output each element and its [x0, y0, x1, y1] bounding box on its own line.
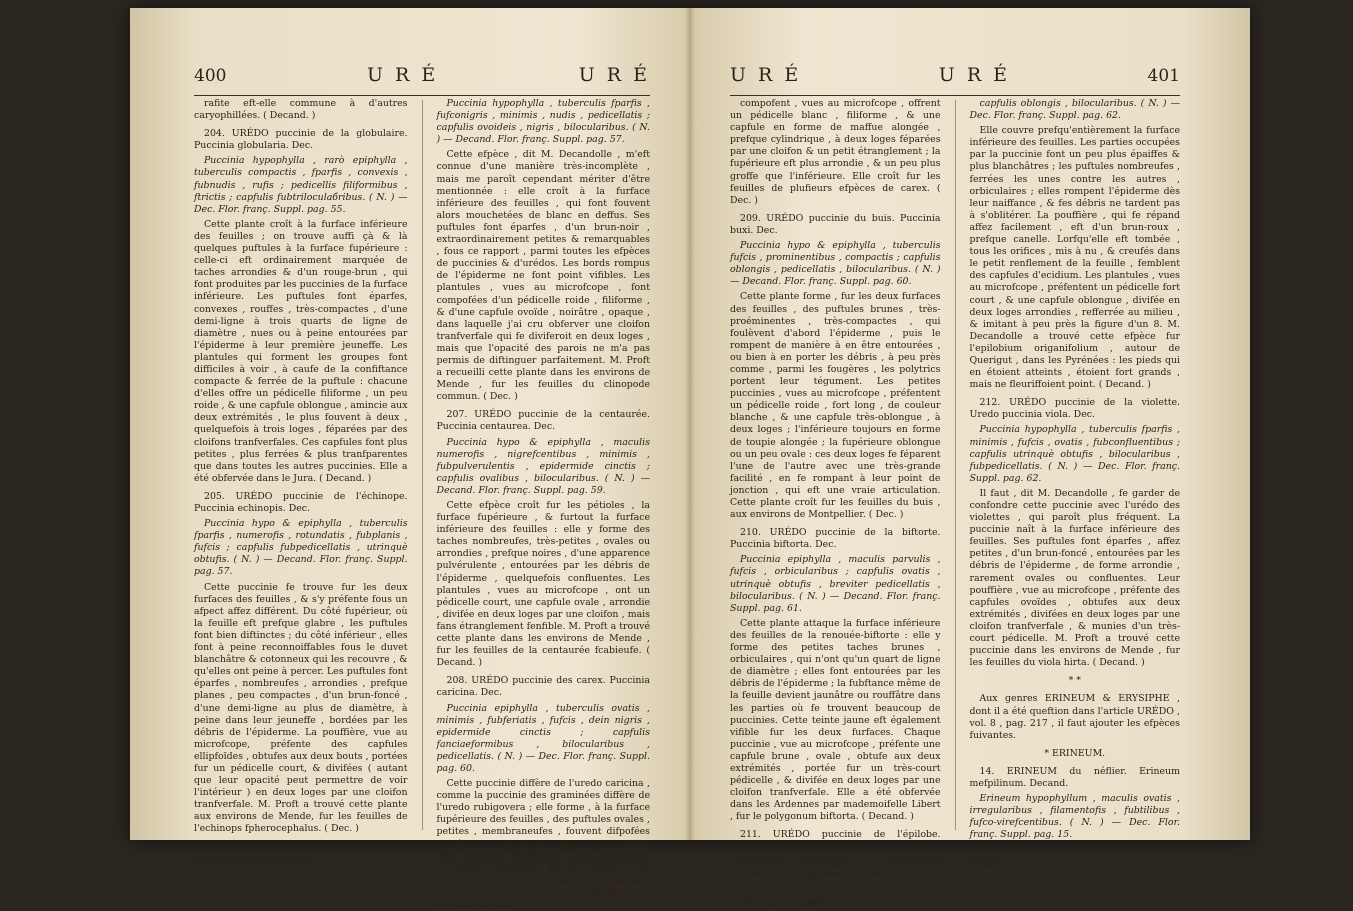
column-divider	[422, 100, 423, 830]
column	[969, 98, 1181, 886]
latin-diagnosis: Puccinia hypophylla , tuberculis numerofis , conglomeratis , orbicularibus ; pulvere fubcinnamomeo ;	[730, 856, 941, 892]
latin-diagnosis: Erineum hypophyllum , maculis ovatis , irregularibus , filamentofis , fubtilibus , fufco-virefcentibus. ( N. ) — Dec. Flor. franç. Suppl. pag. 15.	[969, 793, 1180, 841]
entry-heading: 14. ERINEUM du néflier. Erineum mefpilinum. Decand.	[969, 765, 1180, 789]
paragraph: Cette puccinie fe trouve fur les deux furfaces des feuilles , & s'y préfente fous un afpect affez différent. Du côté fupérieur, où la feuille eft prefque glabre , les puftules font bien diftinctes ; du côté inférieur , elles font à peine reconnoiffables fous le duvet blanchâtre & cotonneux qui les recouvre , & qu'elles ont peine à percer. Les puftules font éparfes , nombreufes , arrondies , prefque planes , peu compactes , d'un brun-foncé , d'une demi-ligne au plus de diamètre, à peine dans leur jeuneffe , bordées par les débris de l'épiderme. La pouffière, vue au microfcope, préfente des capfules ellipfoïdes , obtufes aux deux bouts , portées fur un pédicelle court, & divifées ( autant que leur opacité peut permettre de voir l'intérieur ) en deux loges par une cloifon tranfverfale. M. Proft a trouvé cette plante aux environs de Mende, fur les feuilles de l'echinops fpherocephalus. ( Dec. )	[194, 581, 408, 835]
footer-signature: Botanique. Supplément. Tome V.	[740, 895, 895, 907]
paragraph: Cette puccinie diffère de l'uredo caricina , comme la puccinie des graminées diffère de l'uredo rubigovera ; elle forme , à la furface fupérieure des feuilles , des puftules ovales , petites , membraneufes , fouvent difpofées en féries longitudinales. Dans leur jeuneffe elles foulèvent l'épiderme , puis le rompent & reftent entourées de fes débris. Leur couleur eft brune à leur naiffance, & devient noire à la fin de leur vie. Les plantules qui les compofent ,	[436, 778, 650, 910]
latin-diagnosis: Puccinia hypophylla , tuberculis fparfis , fufconigris , minimis , nudis , pedicellatis ; capfulis ovoideis , nigris , bilocularibus. ( N. ) — Decand. Flor. franç. Suppl. pag. 57.	[436, 98, 650, 146]
paragraph: Elle couvre prefqu'entièrement la furface inférieure des feuilles. Les parties occupées par la puccinie font un peu plus épaiffes & plus blanchâtres ; les puftules nombreufes , ferrées les unes contre les autres , orbiculaires ; elles rompent l'épiderme dès leur naiffance , & fes débris ne tardent pas à s'oblitérer. La pouffière , qui fe répand affez facilement , eft d'un brun-roux , prefque canelle. Lorfqu'elle eft tombée , tous les orifices , mis à nu , & creufés dans le petit renflement de la feuille , femblent des capfules d'ecidium. Les plantules , vues au microfcope , préfentent un pédicelle fort court , & une capfule oblongue , divifée en deux loges arrondies , refferrée au milieu , & imitant à peu près la figure d'un 8. M. Decandolle a trouvé cette efpèce fur l'epilobium origanifolium , autour de Querigut , dans les Pyrénées : les pieds qui en étoient atteints , étoient fort grands , mais ne fleuriffoient point. ( Decand. )	[969, 125, 1180, 391]
paragraph: Cette plante forme des taches ovales , irrégu-	[969, 844, 1180, 868]
latin-diagnosis: Puccinia hypophylla , tuberculis fparfis , minimis , fufcis , ovatis , fubconfluentibus ; capfulis utrinquè obtufis , bilocularibus , fubpedicellatis. ( N. ) — Dec. Flor. franç. Suppl. pag. 62.	[969, 424, 1180, 484]
entry-heading: 210. URÉDO puccinie de la biftorte. Puccinia biftorta. Dec.	[730, 527, 941, 551]
paragraph: compofent , vues au microfcope , offrent un pédicelle blanc , filiforme , & une capfule en forme de maffue alongée , prefque cylindrique , à deux loges féparées par une cloifon & un petit étranglement ; la fupérieure eft plus arrondie , & un peu plus groffe que l'inférieure. Elle croît fur les feuilles de plufieurs efpèces de carex. ( Dec. )	[730, 98, 941, 206]
header-rule	[730, 95, 1180, 96]
entry-heading: 209. URÉDO puccinie du buis. Puccinia buxi. Dec.	[730, 212, 941, 236]
left-page	[130, 8, 690, 910]
section-heading: * ERINEUM.	[1044, 747, 1106, 759]
latin-diagnosis: capfulis oblongis , bilocularibus. ( N. ) — Dec. Flor. franç. Suppl. pag. 62.	[969, 98, 1180, 122]
paragraph: Cette efpèce , dit M. Decandolle , m'eft connue d'une manière très-incomplète , mais me paroît cependant mériter d'être mentionnée : elle croît à la furface inférieure des feuilles , qui font fouvent alors mouchetées de blanc en deffus. Ses puftules font éparfes , d'un brun-noir , extraordinairement petites & remarquables , fous ce rapport , parmi toutes les efpèces de puccinies & d'urédos. Les bords rompus de l'épiderme ne font point vifibles. Les plantules , vues au microfcope , font compofées d'un pédicelle roide , filiforme , & d'une capfule ovoïde , noirâtre , opaque , dans laquelle j'ai cru obferver une cloifon tranfverfale qui fe diviferoit en deux loges , mais que l'opacité des parois ne m'a pas permis de diftinguer parfaitement. M. Proft a recueilli cette plante dans les environs de Mende , fur les feuilles du clinopode commun. ( Dec. )	[436, 149, 650, 403]
paragraph: Cette plante croît à la furface inférieure des feuilles ; on trouve auffi çà & là quelques puftules à la furface fupérieure : celle-ci eft ordinairement marquée de taches arrondies & d'un rouge-brun , qui font produites par les puccinies de la furface inférieure. Les puftules font éparfes, convexes , rouffes , très-compactes , d'une demi-ligne à trois quarts de ligne de diamètre , nues ou à peine entourées par l'épiderme à leur première jeuneffe. Les plantules qui forment les groupes font difficiles à voir , à caufe de la confiftance compacte & ferrée de la puftule : chacune d'elles offre un pédicelle filiforme , un peu roide , & une capfule oblongue , amincie aux deux extrémités , le plus fouvent à deux , quelquefois à trois loges , féparées par des cloifons tranfverfales. Ces capfules font plus petites , plus ferrées & plus tranfparentes que dans toutes les autres puccinies. Elle a été obfervée dans le Jura. ( Decand. )	[194, 218, 408, 484]
page-number: 400	[194, 66, 227, 86]
entry-heading: 206. URÉDO puccinie du clinopode. Puccinia clinopodii. Dec.	[194, 841, 408, 865]
column	[194, 98, 408, 865]
latin-diagnosis: Puccinia hypo & epiphylla , tuberculis fufcis , prominentibus , compactis ; capfulis oblongis , pedicellatis , bilocularibus. ( N. ) — Decand. Flor. franç. Suppl. pag. 60.	[730, 240, 941, 288]
book-spread	[130, 8, 1250, 910]
entry-heading: 207. URÉDO puccinie de la centaurée. Puccinia centaurea. Dec.	[436, 409, 650, 433]
page-number: 401	[1147, 66, 1180, 86]
right-page-header	[730, 64, 1180, 96]
paragraph: Cette plante forme , fur les deux furfaces des feuilles , des puftules brunes , très-proéminentes , très-compactes , qui foulèvent d'abord l'épiderme , puis le rompent de manière à en être entourées , ou bien à en porter les débris , à peu près comme , parmi les fougères , les polytrics portent leur tégument. Les petites puccinies , vues au microfcope , préfentent un pédicelle roide , fort long , de couleur blanche , & une capfule très-oblongue , à deux loges ; l'inférieure toujours en forme de toupie alongée ; la fupérieure oblongue ou un peu ovale : ces deux loges fe féparent l'une de l'autre avec une très-grande facilité , en fe rompant à leur point de jonction , qui eft une vraie articulation. Cette plante croît fur les feuilles du buis , aux environs de Montpellier. ( Dec. )	[730, 291, 941, 521]
paragraph: Cette efpèce croît fur les pétioles , la furface fupérieure , & furtout la furface inférieure des feuilles : elle y forme des taches nombreufes, très-petites , ovales ou arrondies , prefque noires , d'une apparence pulvérulente , entourées par les débris de l'épiderme , quelquefois confluentes. Les plantules , vues au microfcope , ont un pédicelle court, une capfule ovale , arrondie , divifée en deux loges par une cloifon , mais fans étranglement fenfible. M. Proft a trouvé cette plante dans les environs de Mende , fur les feuilles de la centaurée fcabieufe. ( Decand. )	[436, 500, 650, 669]
left-page-columns	[194, 98, 650, 910]
running-head: U R É	[938, 64, 1011, 86]
right-page-columns	[730, 98, 1180, 907]
entry-heading: 204. URÉDO puccinie de la globulaire. Puccinia globularia. Dec.	[194, 128, 408, 152]
running-head: U R É	[366, 64, 439, 86]
right-page	[690, 8, 1250, 907]
paragraph: Il faut , dit M. Decandolle , fe garder de confondre cette puccinie avec l'urédo des violettes , qui paroît plus fréquent. La puccinie naît à la furface inférieure des feuilles. Ses puftules font éparfes , affez petites , d'un brun-foncé , entourées par les débris de l'épiderme , de forme arrondie , rarement ovales ou confluentes. Leur pouffière , vue au microfcope , préfente des capfules ovoïdes , obtufes aux deux extrémités , divifées en deux loges par une cloifon tranfverfale , & munies d'un très-court pédicelle. M. Proft a trouvé cette puccinie dans les environs de Mende , fur les feuilles du viola hirta. ( Decand. )	[969, 487, 1180, 669]
entry-heading: 208. URÉDO puccinie des carex. Puccinia caricina. Dec.	[436, 675, 650, 699]
paragraph: Aux genres ERINEUM & ERYSIPHE , dont il a été queftion dans l'article URÉDO , vol. 8 , pag. 217 , il faut ajouter les efpèces fuivantes.	[969, 693, 1180, 741]
entry-heading: 205. URÉDO puccinie de l'échinope. Puccinia echinopis. Dec.	[194, 490, 408, 514]
signature-mark: E e e	[1062, 874, 1087, 886]
column-divider	[955, 100, 956, 830]
running-head: U R É	[730, 64, 802, 86]
entry-heading: 211. URÉDO puccinie de l'épilobe. Puccinia epilobii. Dec.	[730, 829, 941, 853]
running-head: U R É	[578, 64, 650, 86]
left-page-header	[194, 64, 650, 96]
entry-heading: 212. URÉDO puccinie de la violette. Uredo puccinia viola. Dec.	[969, 397, 1180, 421]
latin-diagnosis: Puccinia hypophylla , rarò epiphylla , tuberculis compactis , fparfis , convexis , fubnudis , rufis ; pedicellis filiformibus , ftrictis ; capfulis fubtriloculaбribus. ( N. ) — Dec. Flor. franç. Suppl. pag. 55.	[194, 155, 408, 215]
paragraph: rafite eft-elle commune à d'autres caryophillées. ( Decand. )	[194, 98, 408, 122]
column	[436, 98, 651, 910]
header-rule	[194, 95, 650, 96]
section-ornament: * *	[1068, 675, 1081, 687]
latin-diagnosis: Puccinia hypo & epiphylla , tuberculis fparfis , numerofis , rotundatis , fubplanis , fufcis ; capfulis fubpedicellatis , utrinquè obtufis. ( N. ) — Decand. Flor. franç. Suppl. pag. 57.	[194, 518, 408, 578]
paragraph: Cette plante attaque la furface inférieure des feuilles de la renouée-biftorte : elle y forme des petites taches brunes , orbiculaires , qui n'ont qu'un quart de ligne de diamètre ; elles font entourées par les débris de l'épiderme ; la fubftance même de la feuille devient jaunâtre ou rouffâtre dans les parties où fe trouvent beaucoup de puccinies. Cette teinte jaune eft également vifible fur les deux furfaces. Chaque puccinie , vue au microfcope , préfente une capfule brune , ovale , obtufe aux deux extrémités , portée fur un très-court pédicelle , & divifée en deux loges par une cloifon tranfverfale. Elle a été obfervée dans les Ardennes par mademoifelle Libert , fur le polygonum biftorta. ( Decand. )	[730, 617, 941, 823]
latin-diagnosis: Puccinia epiphylla , tuberculis ovatis , minimis , fubferiatis , fufcis , dein nigris , epidermide cinctis ; capfulis fanciaeformibus , bilocularibus , pedicellatis. ( N. ) — Dec. Flor. franç. Suppl. pag. 60.	[436, 702, 650, 774]
column	[730, 98, 941, 907]
latin-diagnosis: Puccinia hypo & epiphylla , maculis numerofis , nigrefcentibus , minimis , fubpulverulentis , epidermide cinctis ; capfulis ovalibus , bilocularibus. ( N. ) — Decand. Flor. franç. Suppl. pag. 59.	[436, 436, 650, 496]
latin-diagnosis: Puccinia epiphylla , maculis parvulis , fufcis , orbicularibus ; capfulis ovatis , utrinquè obtufis , breviter pedicellatis , bilocularibus. ( N. ) — Decand. Flor. franç. Suppl. pag. 61.	[730, 554, 941, 614]
